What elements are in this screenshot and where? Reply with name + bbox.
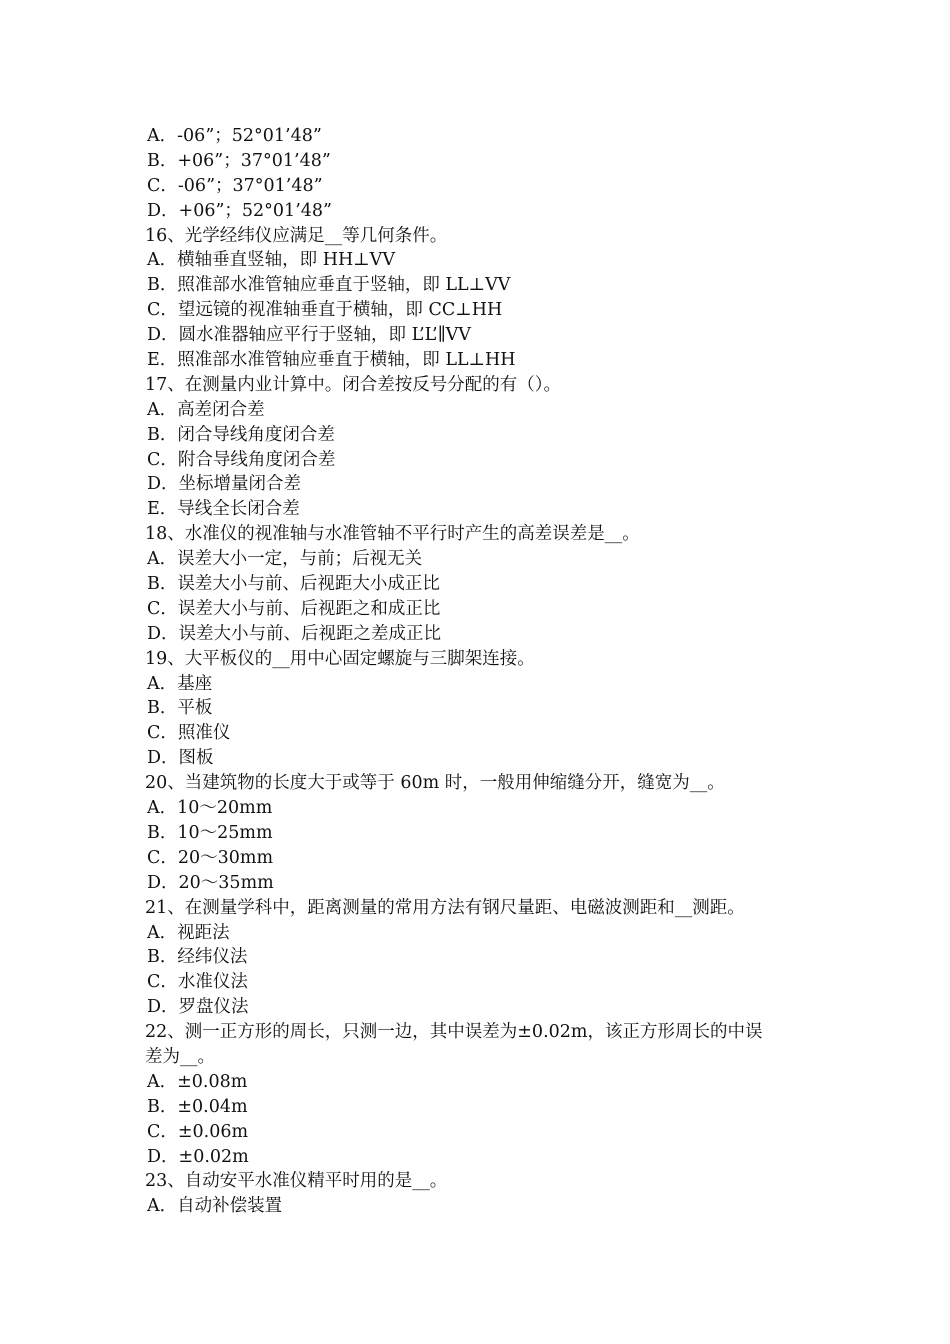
question-23: 23、自动安平水准仪精平时用的是__。: [145, 1171, 448, 1192]
option-line: B．经纬仪法: [147, 947, 248, 968]
option-line: D．坐标增量闭合差: [147, 474, 302, 495]
option-line: B．闭合导线角度闭合差: [147, 424, 335, 445]
option-line: C．±0.06m: [147, 1121, 249, 1142]
option-line: D．20～35mm: [147, 872, 274, 893]
option-line: C．20～30mm: [147, 847, 274, 868]
option-line: D．圆水准器轴应平行于竖轴，即 L’L’∥VV: [147, 325, 471, 346]
option-line: A．-06”；52°01’48”: [147, 126, 322, 146]
option-line: C．-06”；37°01’48”: [147, 175, 323, 196]
option-line: A．横轴垂直竖轴，即 HH⊥VV: [147, 250, 395, 271]
option-line: A．误差大小一定，与前；后视无关: [147, 549, 423, 570]
option-line: A．10～20mm: [147, 798, 273, 819]
option-line: B．10～25mm: [147, 822, 273, 843]
question-19: 19、大平板仪的__用中心固定螺旋与三脚架连接。: [145, 648, 535, 669]
option-line: A．高差闭合差: [147, 399, 265, 420]
option-line: C．附合导线角度闭合差: [147, 449, 336, 470]
option-line: C．误差大小与前、后视距之和成正比: [147, 598, 441, 619]
option-line: A．视距法: [147, 922, 230, 943]
option-line: C．照准仪: [147, 723, 231, 744]
question-20: 20、当建筑物的长度大于或等于 60m 时，一般用伸缩缝分开，缝宽为__。: [145, 773, 725, 794]
question-17: 17、在测量内业计算中。闭合差按反号分配的有（）。: [145, 374, 562, 395]
question-18: 18、水准仪的视准轴与水准管轴不平行时产生的高差误差是__。: [145, 524, 640, 545]
option-line: C．水准仪法: [147, 972, 248, 993]
option-line: E．导线全长闭合差: [147, 499, 300, 520]
option-line: C．望远镜的视准轴垂直于横轴，即 CC⊥HH: [147, 300, 503, 321]
option-line: D．±0.02m: [147, 1146, 249, 1167]
option-line: B．±0.04m: [147, 1096, 248, 1117]
question-22: 22、测一正方形的周长，只测一边，其中误差为±0.02m，该正方形周长的中误: [145, 1022, 763, 1043]
option-line: B．平板: [147, 698, 213, 719]
question-21: 21、在测量学科中，距离测量的常用方法有钢尺量距、电磁波测距和__测距。: [145, 897, 745, 918]
option-line: B．+06”；37°01’48”: [147, 150, 331, 171]
option-line: B．照准部水准管轴应垂直于竖轴，即 LL⊥VV: [147, 275, 511, 296]
option-line: B．误差大小与前、后视距大小成正比: [147, 574, 440, 595]
option-line: D．罗盘仪法: [147, 997, 249, 1018]
option-line: A．基座: [147, 673, 213, 694]
option-line: A．自动补偿装置: [147, 1196, 283, 1217]
document-page: [0, 124, 950, 1219]
option-line: E．照准部水准管轴应垂直于横轴，即 LL⊥HH: [147, 350, 516, 371]
question-22-continued: 差为__。: [145, 1046, 215, 1067]
option-line: A．±0.08m: [147, 1071, 248, 1092]
option-line: D．+06”；52°01’48”: [147, 200, 332, 221]
option-line: D．图板: [147, 748, 214, 769]
option-line: D．误差大小与前、后视距之差成正比: [147, 623, 442, 644]
question-16: 16、光学经纬仪应满足__等几何条件。: [145, 225, 448, 246]
